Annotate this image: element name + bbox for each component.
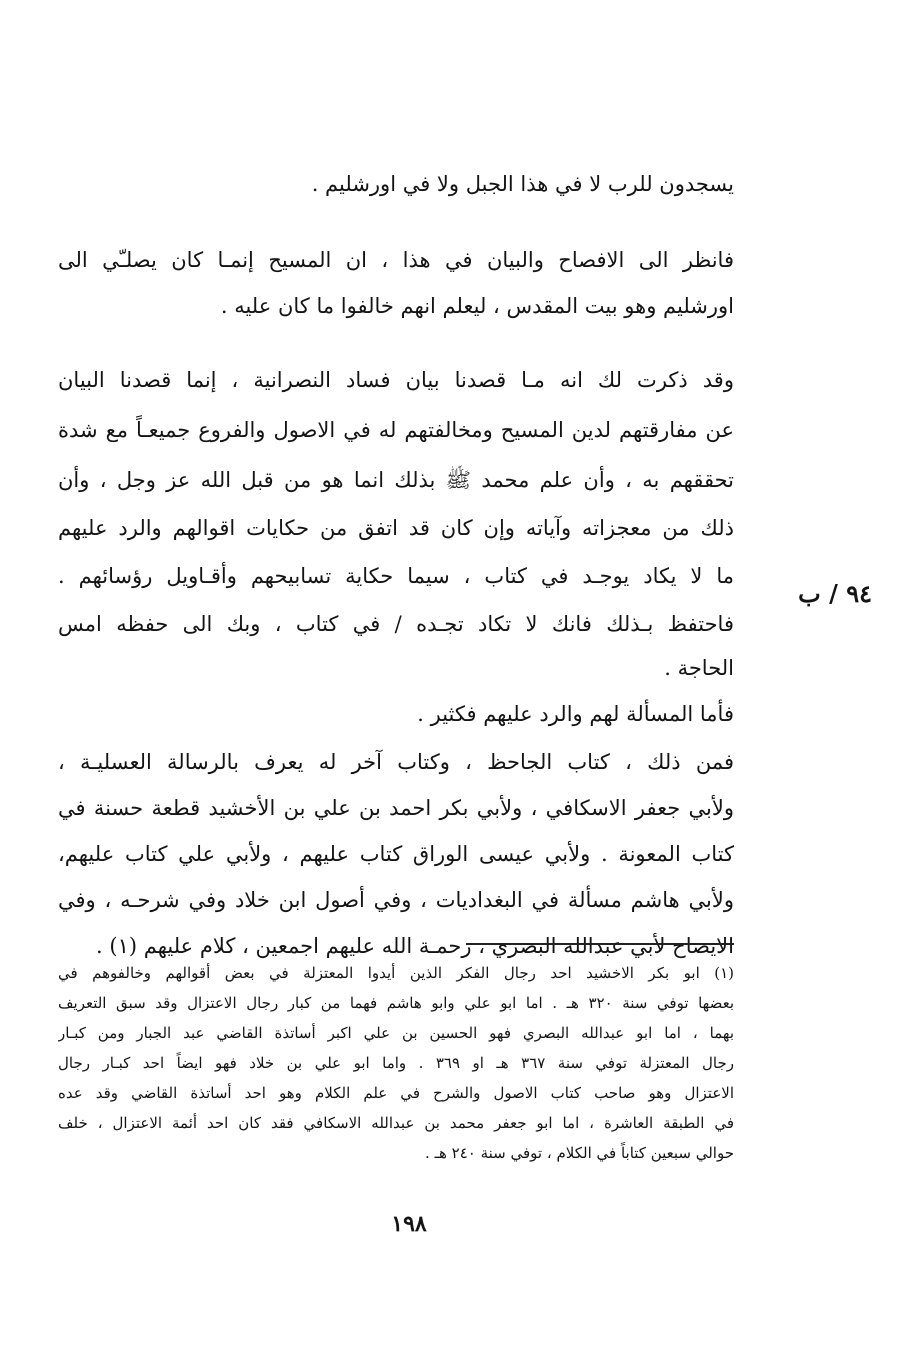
text-line: فاحتفظ بـذلك فانك لا تكاد تجـده / في كتاب ، وبك الى حفظه امس	[58, 612, 734, 636]
text-line: اورشليم وهو بيت المقدس ، ليعلم انهم خالفوا ما كان عليه .	[220, 294, 734, 318]
folio-margin-note: ٩٤ / ب	[798, 579, 872, 608]
text-line: الحاجة .	[664, 656, 734, 680]
footnote-line: رجال المعتزلة توفي سنة ٣٦٧ هـ او ٣٦٩ . واما ابو علي بن خلاد فهو ايضاً احد كبـار رجال	[58, 1054, 734, 1072]
text-line: ولأبي جعفر الاسكافي ، ولأبي بكر احمد بن علي بن الأخشيد قطعة حسنة في	[58, 796, 734, 820]
page-number: ١٩٨	[391, 1211, 427, 1237]
text-line: ولأبي هاشم مسألة في البغداديات ، وفي أصول ابن خلاد وفي شرحـه ، وفي	[58, 888, 734, 912]
text-line: تحققهم به ، وأن علم محمد ﷺ بذلك انما هو من قبل الله عز وجل ، وأن	[58, 468, 734, 492]
text-line: وقد ذكرت لك انه مـا قصدنا بيان فساد النصرانية ، إنما قصدنا البيان	[58, 368, 734, 392]
text-line: فمن ذلك ، كتاب الجاحظ ، وكتاب آخر له يعرف بالرسالة العسليـة ،	[58, 750, 734, 774]
footnote-line: بعضها توفي سنة ٣٢٠ هـ . اما ابو علي وابو هاشم فهما من كبار رجال الاعتزال وقد سبق التعريف	[58, 994, 734, 1012]
text-line: كتاب المعونة . ولأبي عيسى الوراق كتاب عليهم ، ولأبي علي كتاب عليهم،	[58, 842, 734, 866]
text-line: فانظر الى الافصاح والبيان في هذا ، ان المسيح إنمـا كان يصلـّي الى	[58, 248, 734, 272]
footnote-line: (١) ابو بكر الاخشيد احد رجال الفكر الذين أيدوا المعتزلة في بعض أقوالهم وخالفوهم في	[58, 964, 734, 982]
footnote-line: حوالي سبعين كتاباً في الكلام ، توفي سنة ٢٤٠ هـ .	[425, 1144, 734, 1162]
footnote-line: بهما ، اما ابو عبدالله البصري فهو الحسين بن علي اكبر أساتذة القاضي عبد الجبار ومن كبـار	[58, 1024, 734, 1042]
footnote-divider	[466, 943, 734, 945]
text-line: يسجدون للرب لا في هذا الجبل ولا في اورشليم .	[311, 172, 734, 196]
text-line: عن مفارقتهم لدين المسيح ومخالفتهم له في الاصول والفروع جميعـاً مع شدة	[58, 418, 734, 442]
footnote-line: في الطبقة العاشرة ، اما ابو جعفر محمد بن عبدالله الاسكافي فقد كان احد أئمة الاعتزال ، خلف	[58, 1114, 734, 1132]
text-line: الايضاح لأبي عبدالله البصري ، رحمـة الله عليهم اجمعين ، كلام عليهم (١) .	[96, 934, 734, 958]
footnote-line: الاعتزال وهو صاحب كتاب الاصول والشرح في علم الكلام وهو احد أساتذة القاضي وقد عده	[58, 1084, 734, 1102]
text-line: فأما المسألة لهم والرد عليهم فكثير .	[417, 702, 734, 726]
text-line: ما لا يكاد يوجـد في كتاب ، سيما حكاية تسابيحهم وأقـاويل رؤسائهم .	[58, 564, 734, 588]
text-line: ذلك من معجزاته وآياته وإن كان قد اتفق من حكايات اقوالهم والرد عليهم	[58, 516, 734, 540]
